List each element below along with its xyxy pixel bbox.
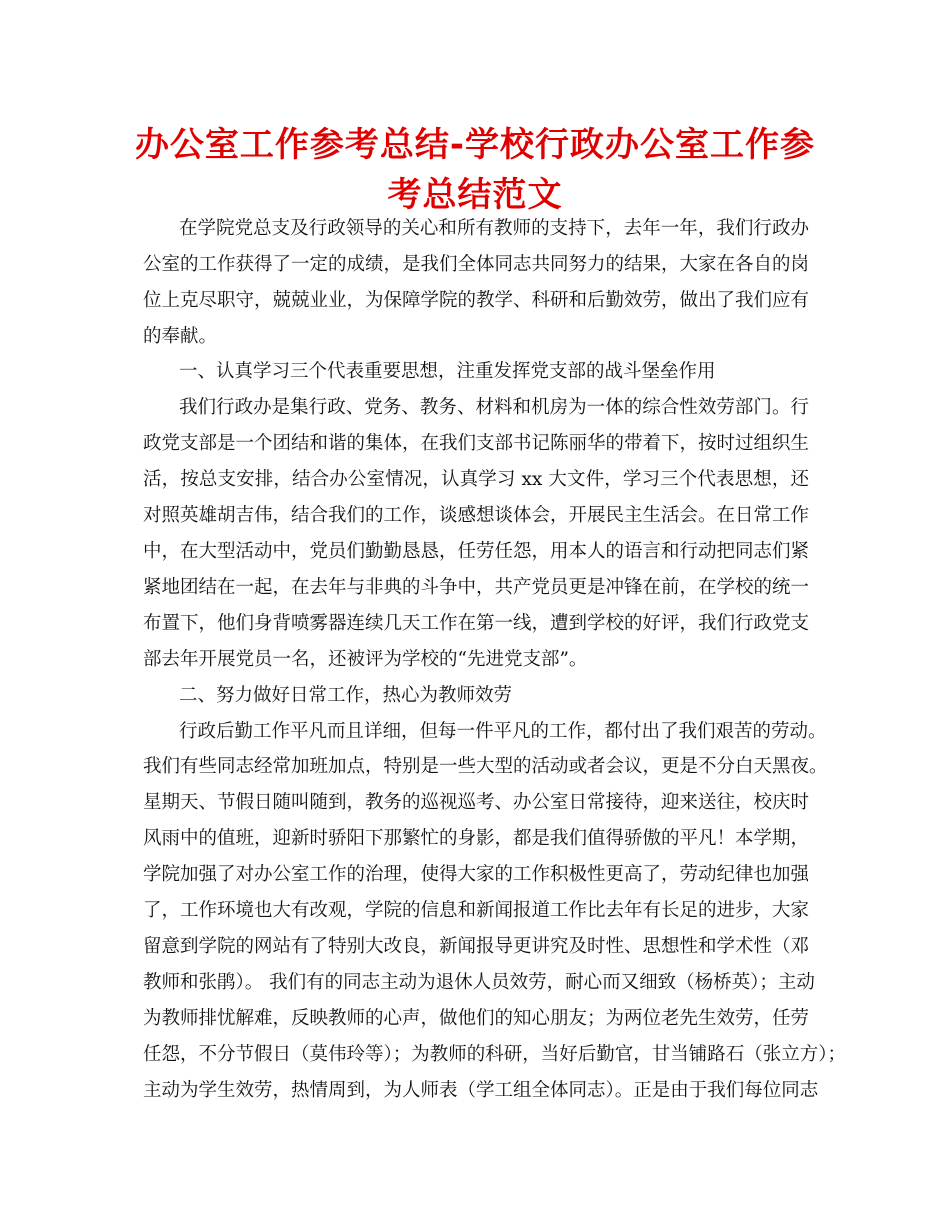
paragraph-line: 我们行政办是集行政、党务、教务、材料和机房为一体的综合性效劳部门。行 <box>179 397 809 418</box>
paragraph-line: 星期天、节假日随叫随到，教务的巡视巡考、办公室日常接待，迎来送往，校庆时 <box>143 792 810 813</box>
paragraph-line: 教师和张鹃）。 我们有的同志主动为退休人员效劳，耐心而又细致（杨桥英）；主动 <box>143 972 815 993</box>
paragraph-line: 政党支部是一个团结和谐的集体，在我们支部书记陈丽华的带着下，按时过组织生 <box>143 433 810 454</box>
paragraph-line: 行政后勤工作平凡而且详细，但每一件平凡的工作，都付出了我们艰苦的劳动。 <box>179 721 827 742</box>
paragraph-line: 任怨，不分节假日（莫伟玲等）；为教师的科研，当好后勤官，甘当铺路石（张立方）； <box>143 1044 847 1065</box>
paragraph-line: 在学院党总支及行政领导的关心和所有教师的支持下，去年一年，我们行政办 <box>179 218 809 239</box>
paragraph-line: 对照英雄胡吉伟，结合我们的工作，谈感想谈体会，开展民主生活会。在日常工作 <box>143 505 810 526</box>
paragraph-line: 我们有些同志经常加班加点，特别是一些大型的活动或者会议，更是不分白天黑夜。 <box>143 756 828 777</box>
paragraph-line: 活，按总支安排，结合办公室情况，认真学习 xx 大文件，学习三个代表思想，还 <box>143 469 809 490</box>
paragraph-line: 了，工作环境也大有改观，学院的信息和新闻报道工作比去年有长足的进步，大家 <box>143 900 810 921</box>
paragraph-line: 为教师排忧解难，反映教师的心声，做他们的知心朋友；为两位老先生效劳，任劳 <box>143 1008 810 1029</box>
paragraph-line: 布置下，他们身背喷雾器连续几天工作在第一线，遭到学校的好评，我们行政党支 <box>143 613 810 634</box>
paragraph-line: 公室的工作获得了一定的成绩，是我们全体同志共同努力的结果，大家在各自的岗 <box>143 254 810 275</box>
paragraph-line: 学院加强了对办公室工作的治理，使得大家的工作积极性更高了，劳动纪律也加强 <box>143 864 810 885</box>
paragraph-line: 的奉献。 <box>143 326 218 347</box>
section-heading: 二、努力做好日常工作，热心为教师效劳 <box>179 685 513 706</box>
section-heading: 一、认真学习三个代表重要思想，注重发挥党支部的战斗堡垒作用 <box>179 361 716 382</box>
paragraph-line: 位上克尽职守，兢兢业业，为保障学院的教学、科研和后勤效劳，做出了我们应有 <box>143 290 810 311</box>
paragraph-line: 风雨中的值班，迎新时骄阳下那繁忙的身影，都是我们值得骄傲的平凡！本学期， <box>143 828 810 849</box>
paragraph-line: 部去年开展党员一名，还被评为学校的“先进党支部”。 <box>143 649 588 670</box>
paragraph-line: 中，在大型活动中，党员们勤勤恳恳，任劳任怨，用本人的语言和行动把同志们紧 <box>143 541 810 562</box>
paragraph-line: 主动为学生效劳，热情周到，为人师表（学工组全体同志）。正是由于我们每位同志 <box>143 1080 819 1101</box>
paragraph-line: 留意到学院的网站有了特别大改良，新闻报导更讲究及时性、思想性和学术性（邓 <box>143 936 810 957</box>
document-title: 办公室工作参考总结-学校行政办公室工作参考总结范文 <box>134 125 816 215</box>
paragraph-line: 紧地团结在一起，在去年与非典的斗争中，共产党员更是冲锋在前，在学校的统一 <box>143 577 810 598</box>
